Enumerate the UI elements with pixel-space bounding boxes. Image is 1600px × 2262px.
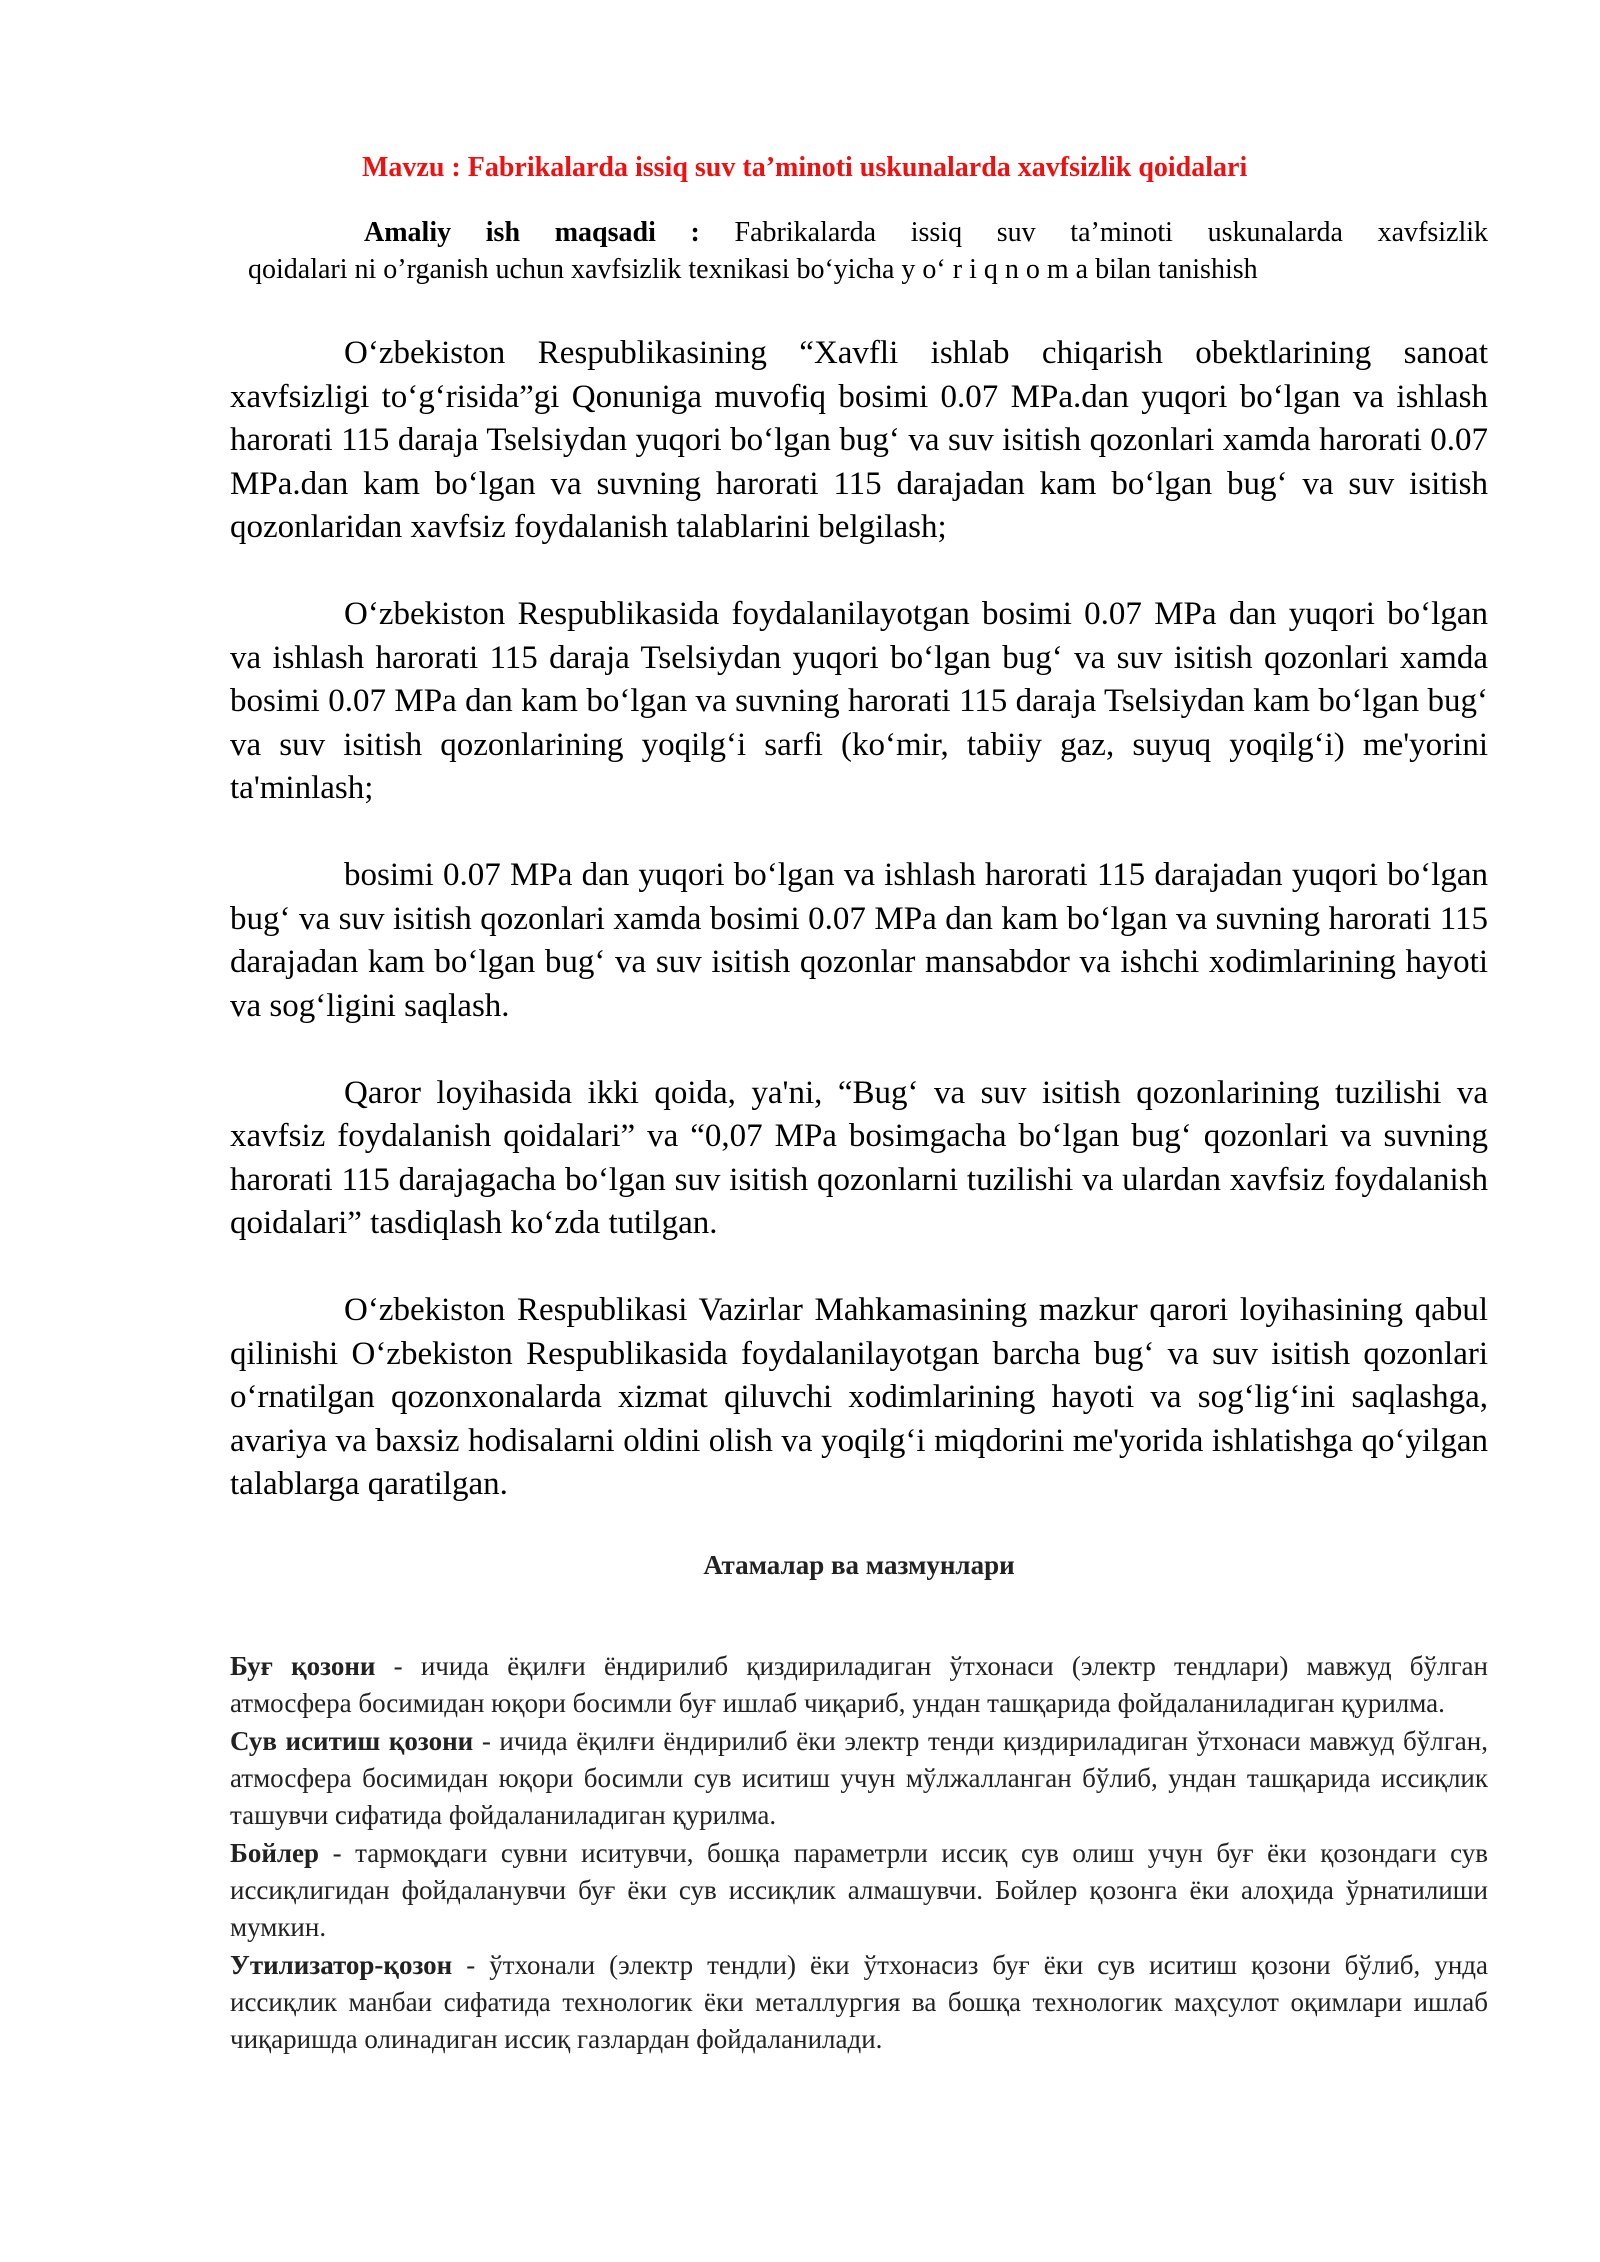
paragraph-1: O‘zbekiston Respublikasining “Xavfli ishlab chiqarish obektlarining sanoat xavfsizligi to‘g‘risida”gi Qonuniga muvofiq bosimi 0.07 MPa.dan yuqori bo‘lgan va ishlash harorati 115 daraja Tselsiydan yuqori bo‘lgan bug‘ va suv isitish qozonlari xamda harorati 0.07 MPa.dan kam bo‘lgan va suvning harorati 115 darajadan kam bo‘lgan bug‘ va suv isitish qozonlaridan xavfsiz foydalanish talablarini belgilash; — [230, 335, 1488, 545]
terms-list — [230, 1648, 1488, 2059]
term-item — [230, 1723, 1488, 1834]
term-definition: - ичида ёқилғи ёндирилиб ёки электр тенди қиздириладиган ўтхонаси мавжуд бўлган, атмосфера босимидан юқори босимли сув иситиш учун мўлжалланган бўлиб, ундан ташқарида иссиқлик ташувчи сифатида фойдаланиладиган қурилма. — [230, 1726, 1488, 1830]
term-item — [230, 1648, 1488, 1722]
aim-line-1 — [248, 214, 1488, 251]
paragraph-2: O‘zbekiston Respublikasida foydalanilayotgan bosimi 0.07 MPa dan yuqori bo‘lgan va ishlash harorati 115 daraja Tselsiydan yuqori bo‘lgan bug‘ va suv isitish qozonlari xamda bosimi 0.07 MPa dan kam bo‘lgan va suvning harorati 115 daraja Tselsiydan kam bo‘lgan bug‘ va suv isitish qozonlarining yoqilg‘i sarfi (ko‘mir, tabiiy gaz, suyuq yoqilg‘i) me'yorini ta'minlash; — [230, 596, 1488, 806]
aim-label: Amaliy ish maqsadi : — [364, 217, 700, 248]
term-item — [230, 1947, 1488, 2058]
terms-heading: Атамалар ва мазмунлари — [703, 1550, 1015, 1580]
term-definition: - тармоқдаги сувни иситувчи, бошқа параметрли иссиқ сув олиш учун буғ ёки қозондаги сув иссиқлигидан фойдаланувчи буғ ёки сув иссиқлик алмашувчи. Бойлер қозонга ёки алоҳида ўрнатилиши мумкин. — [230, 1838, 1488, 1942]
paragraph-5: O‘zbekiston Respublikasi Vazirlar Mahkamasining mazkur qarori loyihasining qabul qilinishi O‘zbekiston Respublikasida foydalanilayotgan barcha bug‘ va suv isitish qozonlari o‘rnatilgan qozonxonalarda xizmat qiluvchi xodimlarining hayoti va sog‘lig‘ini saqlashga, avariya va baxsiz hodisalarni oldini olish va yoqilg‘i miqdorini me'yorida ishlatishga qo‘yilgan talablarga qaratilgan. — [230, 1292, 1488, 1502]
term-item — [230, 1835, 1488, 1946]
term-name: Бойлер — [230, 1838, 320, 1868]
term-name: Утилизатор-қозон — [230, 1950, 453, 1980]
term-definition: - ўтхонали (электр тендли) ёки ўтхонасиз буғ ёки сув иситиш қозони бўлиб, унда иссиқлик манбаи сифатида технологик ёки металлургия ва бошқа технологик маҳсулот оқимлари ишлаб чиқаришда олинадиган иссиқ газлардан фойдаланилади. — [230, 1950, 1488, 2054]
aim-block — [248, 214, 1488, 288]
aim-text-2: qoidalari ni o’rganish uchun xavfsizlik texnikasi bo‘yicha y o‘ r i q n o m a bilan tanishish — [248, 254, 1258, 285]
paragraph-3: bosimi 0.07 MPa dan yuqori bo‘lgan va ishlash harorati 115 darajadan yuqori bo‘lgan bug‘ va suv isitish qozonlari xamda bosimi 0.07 MPa dan kam bo‘lgan va suvning harorati 115 darajadan kam bo‘lgan bug‘ va suv isitish qozonlar mansabdor va ishchi xodimlarining hayoti va sog‘ligini saqlash. — [230, 857, 1488, 1024]
aim-text-1: Fabrikalarda issiq suv ta’minoti uskunalarda xavfsizlik — [734, 217, 1489, 248]
term-name: Сув иситиш қозони — [230, 1726, 474, 1756]
term-definition: - ичида ёқилғи ёндирилиб қиздириладиган ўтхонаси (электр тендлари) мавжуд бўлган атмосфера босимидан юқори босимли буғ ишлаб чиқариб, ундан ташқарида фойдаланиладиган қурилма. — [230, 1651, 1488, 1718]
term-name: Буғ қозони — [230, 1651, 376, 1681]
body-text — [230, 332, 1488, 1550]
document-title: Mavzu : Fabrikalarda issiq suv ta’minoti uskunalarda xavfsizlik qoidalari — [362, 152, 1248, 183]
paragraph-4: Qaror loyihasida ikki qoida, ya'ni, “Bug‘ va suv isitish qozonlarining tuzilishi va xavfsiz foydalanish qoidalari” va “0,07 MPa bosimgacha bo‘lgan bug‘ qozonlari va suvning harorati 115 darajagacha bo‘lgan suv isitish qozonlarni tuzilishi va ulardan xavfsiz foydalanish qoidalari” tasdiqlash ko‘zda tutilgan. — [230, 1074, 1488, 1241]
